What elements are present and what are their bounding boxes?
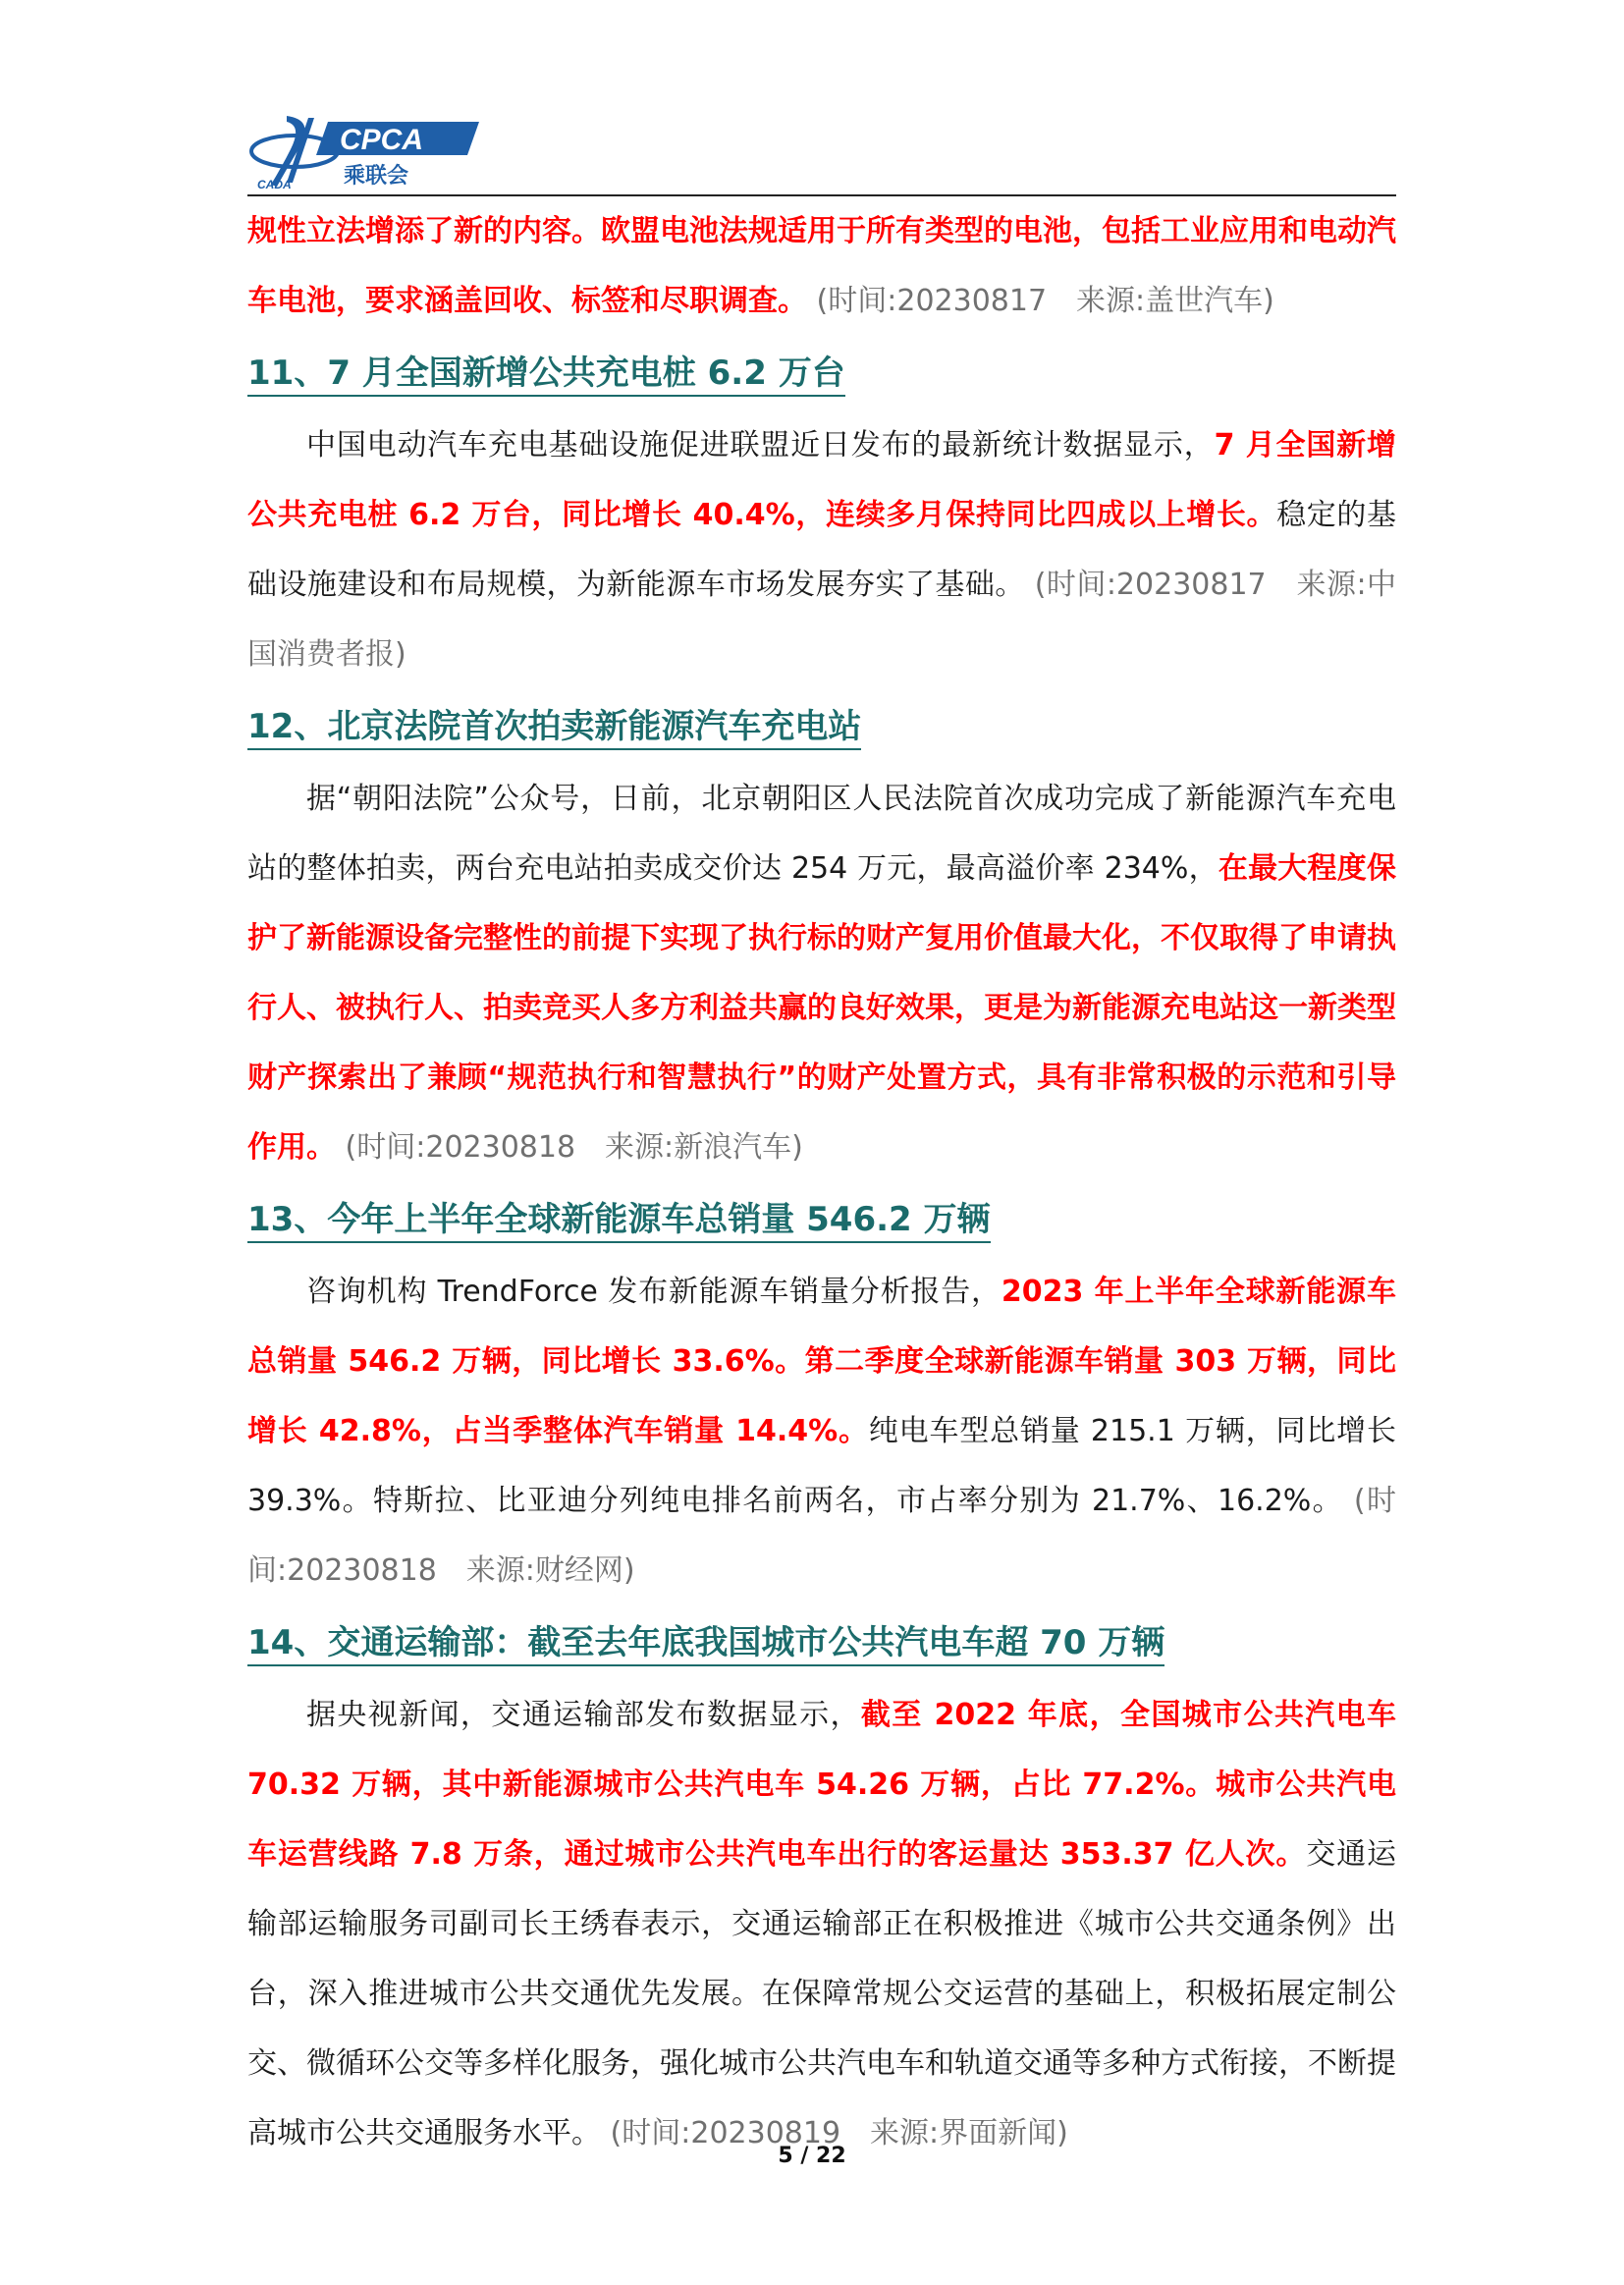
page-number: 5 / 22: [778, 2144, 846, 2168]
section-11-title: 11、7 月全国新增公共充电桩 6.2 万台: [247, 340, 1396, 407]
section-13-source: (时间:20230818 来源:财经网): [247, 1484, 1396, 1588]
section-14-source: (时间:20230819 来源:界面新闻): [610, 2116, 1068, 2150]
section-14-paragraph: [247, 1680, 1396, 2168]
section-13-highlight: 2023 年上半年全球新能源车总销量 546.2 万辆，同比增长 33.6%。第二季度全球新能源车销量 303 万辆，同比增长 42.8%，占当季整体汽车销量 14.4%。: [247, 1275, 1396, 1448]
section-13-paragraph: [247, 1257, 1396, 1605]
page-header: [247, 110, 1396, 194]
section-12-title: 12、北京法院首次拍卖新能源汽车充电站: [247, 693, 1396, 760]
section-14-highlight: 截至 2022 年底，全国城市公共汽电车 70.32 万辆，其中新能源城市公共汽电车 54.26 万辆，占比 77.2%。城市公共汽电车运营线路 7.8 万条，通过城市公共汽电车出行的客运量达 353.37 亿人次。: [247, 1698, 1397, 1872]
section-11-text: 中国电动汽车充电基础设施促进联盟近日发布的最新统计数据显示，: [306, 428, 1215, 462]
article-content: [247, 196, 1396, 2168]
section-13-text-2: 纯电车型总销量 215.1 万辆，同比增长 39.3%。特斯拉、比亚迪分列纯电排名前两名，市占率分别为 21.7%、16.2%。: [247, 1414, 1396, 1518]
section-12-highlight: 在最大程度保护了新能源设备完整性的前提下实现了执行标的财产复用价值最大化，不仅取得了申请执行人、被执行人、拍卖竞买人多方利益共赢的良好效果，更是为新能源充电站这一新类型财产探索出了兼顾“规范执行和智慧执行”的财产处置方式，具有非常积极的示范和引导作用。: [247, 851, 1397, 1165]
intro-highlight: 规性立法增添了新的内容。欧盟电池法规适用于所有类型的电池，包括工业应用和电动汽车电池，要求涵盖回收、标签和尽职调查。: [247, 214, 1396, 318]
section-11-text-2: 稳定的基础设施建设和布局规模，为新能源车市场发展夯实了基础。: [247, 498, 1396, 602]
section-13-text: 咨询机构 TrendForce 发布新能源车销量分析报告，: [306, 1275, 1001, 1309]
logo-sub-text: 乘联会: [344, 164, 409, 189]
intro-paragraph: [247, 196, 1396, 336]
section-12-paragraph: [247, 764, 1396, 1182]
logo-small-text: CADA: [257, 178, 292, 191]
section-12-text: 据“朝阳法院”公众号，日前，北京朝阳区人民法院首次成功完成了新能源汽车充电站的整体拍卖，两台充电站拍卖成交价达 254 万元，最高溢价率 234%，: [247, 782, 1396, 886]
section-11-source: (时间:20230817 来源:中国消费者报): [247, 568, 1396, 672]
section-13-title: 13、今年上半年全球新能源车总销量 546.2 万辆: [247, 1186, 1396, 1253]
logo-text: CPCA: [340, 124, 424, 156]
intro-source: (时间:20230817 来源:盖世汽车): [816, 284, 1274, 318]
section-14-text-2: 交通运输部运输服务司副司长王绣春表示，交通运输部正在积极推进《城市公共交通条例》出台，深入推进城市公共交通优先发展。在保障常规公交运营的基础上，积极拓展定制公交、微循环公交等多样化服务，强化城市公共汽电车和轨道交通等多种方式衔接，不断提高城市公共交通服务水平。: [247, 1837, 1396, 2150]
section-12-source: (时间:20230818 来源:新浪汽车): [345, 1130, 803, 1165]
cpca-logo: [247, 110, 483, 192]
section-11-highlight: 7 月全国新增公共充电桩 6.2 万台，同比增长 40.4%，连续多月保持同比四成以上增长。: [247, 428, 1396, 532]
section-14-title: 14、交通运输部：截至去年底我国城市公共汽电车超 70 万辆: [247, 1609, 1396, 1676]
section-14-text: 据央视新闻，交通运输部发布数据显示，: [306, 1698, 861, 1732]
section-11-paragraph: [247, 410, 1396, 689]
